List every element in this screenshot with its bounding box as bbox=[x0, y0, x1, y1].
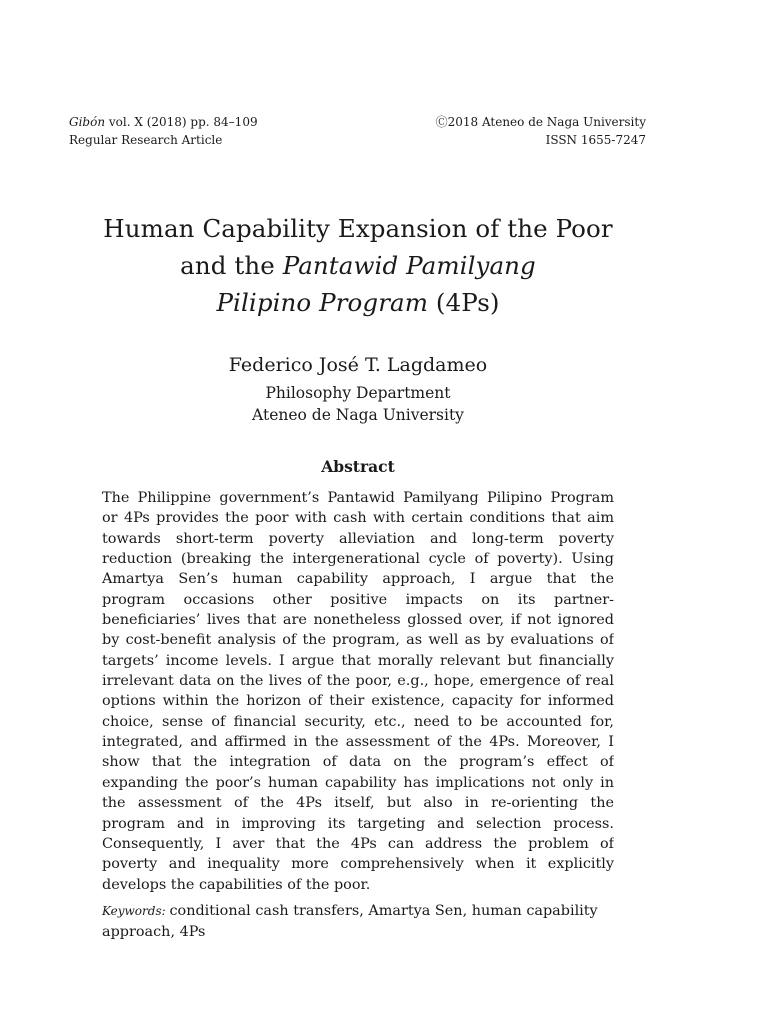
abstract-line: towards short-term poverty alleviation and long-term poverty bbox=[102, 530, 614, 547]
abstract-line: beneficiaries’ lives that are nonetheless glossed over, if not ignored bbox=[102, 612, 614, 629]
author-name: Federico José T. Lagdameo bbox=[228, 354, 488, 376]
abstract-line: show that the integration of data on the program’s effect of bbox=[102, 754, 614, 771]
abstract-line: Consequently, I aver that the 4Ps can address the problem of bbox=[102, 835, 614, 852]
abstract-line: Amartya Sen’s human capability approach, I argue that the bbox=[102, 571, 614, 588]
affiliation-institution: Ateneo de Naga University bbox=[252, 406, 464, 424]
abstract-body bbox=[102, 488, 614, 895]
abstract-line: expanding the poor’s human capability has implications not only in bbox=[102, 774, 614, 791]
abstract-line: targets’ income levels. I argue that morally relevant but financially bbox=[102, 652, 614, 669]
abstract-line: by cost-benefit analysis of the program, as well as by evaluations of bbox=[102, 632, 614, 649]
title-line-3-plain: (4Ps) bbox=[428, 288, 500, 317]
keywords-label: Keywords bbox=[102, 904, 162, 918]
title-line-2-plain: and the bbox=[180, 251, 283, 280]
running-header-right bbox=[436, 113, 646, 149]
abstract-line: poverty and inequality more comprehensively when it explicitly bbox=[102, 856, 614, 873]
keywords-text-1: conditional cash transfers, Amartya Sen, human capability bbox=[169, 903, 598, 919]
journal-details: vol. X (2018) pp. 84–109 bbox=[105, 115, 258, 129]
abstract-line: The Philippine government’s Pantawid Pamilyang Pilipino Program bbox=[102, 490, 614, 506]
article-type: Regular Research Article bbox=[69, 133, 223, 147]
abstract-line: program occasions other positive impacts on its partner- bbox=[102, 591, 614, 608]
abstract-line: reduction (breaking the intergenerational cycle of poverty). Using bbox=[102, 551, 614, 568]
running-header-left bbox=[69, 113, 258, 149]
affiliation-department: Philosophy Department bbox=[265, 384, 451, 402]
issn: ISSN 1655-7247 bbox=[545, 133, 646, 147]
keywords-separator: : bbox=[161, 904, 170, 918]
copyright-notice: Ⓒ2018 Ateneo de Naga University bbox=[435, 115, 646, 129]
title-line-3 bbox=[60, 284, 656, 321]
abstract-line: the assessment of the 4Ps itself, but also in re-orienting the bbox=[102, 795, 614, 812]
author-affiliation bbox=[60, 382, 656, 426]
abstract-line: options within the horizon of their existence, capacity for informed bbox=[102, 693, 614, 710]
journal-citation bbox=[69, 113, 258, 131]
abstract-line: program and in improving its targeting and selection process. bbox=[102, 815, 614, 832]
abstract-line: choice, sense of financial security, etc., need to be accounted for, bbox=[102, 713, 614, 730]
title-line-3-italic: Pilipino Program bbox=[216, 288, 429, 317]
abstract-line: or 4Ps provides the poor with cash with certain conditions that aim bbox=[102, 510, 614, 527]
abstract-line: irrelevant data on the lives of the poor, e.g., hope, emergence of real bbox=[102, 673, 614, 690]
paper-title bbox=[60, 210, 656, 321]
title-line-2 bbox=[60, 247, 656, 284]
abstract-heading: Abstract bbox=[321, 457, 395, 476]
keywords-line-2: approach, 4Ps bbox=[102, 923, 206, 940]
abstract-line: develops the capabilities of the poor. bbox=[102, 876, 371, 893]
title-line-1: Human Capability Expansion of the Poor bbox=[103, 214, 613, 243]
title-line-2-italic: Pantawid Pamilyang bbox=[282, 251, 536, 280]
keywords bbox=[102, 901, 614, 942]
journal-name: Gibón bbox=[69, 115, 106, 129]
abstract-line: integrated, and affirmed in the assessment of the 4Ps. Moreover, I bbox=[102, 734, 614, 751]
keywords-line-1 bbox=[102, 901, 614, 922]
